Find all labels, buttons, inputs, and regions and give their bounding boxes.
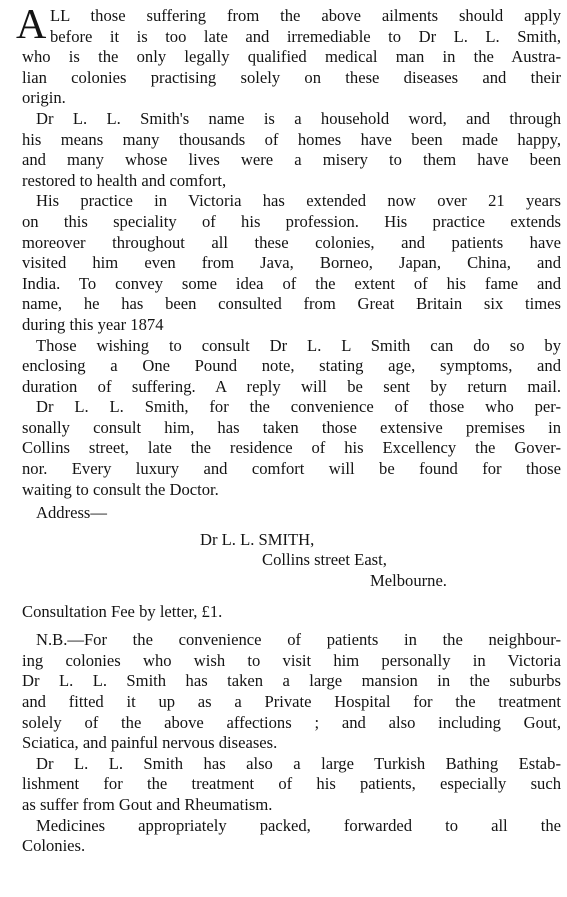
text-line: His practice in Victoria has extended now over 21 years <box>36 191 561 211</box>
address-city: Melbourne. <box>370 571 447 591</box>
text-line: lishment for the treatment of his patients, especially such <box>22 774 561 794</box>
text-line: before it is too late and irremediable to Dr L. L. Smith, <box>50 26 561 46</box>
text-line: nor. Every luxury and comfort will be found for those <box>22 459 561 479</box>
address-name: Dr L. L. SMITH, <box>200 529 315 549</box>
address-block <box>22 503 561 591</box>
text-line: his means many thousands of homes have been made happy, <box>22 129 561 149</box>
paragraph-premises <box>22 397 561 500</box>
text-line: enclosing a One Pound note, stating age, symptoms, and <box>22 356 561 376</box>
text-line: and many whose lives were a misery to them have been <box>22 150 561 170</box>
address-street: Collins street East, <box>262 550 387 570</box>
text-line: Those wishing to consult Dr L. L Smith can do so by <box>36 335 561 355</box>
text-line: Dr L. L. Smith has also a large Turkish Bathing Estab- <box>36 753 561 773</box>
paragraph-intro-continued <box>22 47 561 109</box>
paragraph-turkish-bath <box>22 754 561 816</box>
drop-cap: A <box>16 2 47 48</box>
text-line: solely of the above affections ; and also including Gout, <box>22 712 561 732</box>
text-line: waiting to consult the Doctor. <box>22 479 219 499</box>
text-line: ing colonies who wish to visit him personally in Victoria <box>22 650 561 670</box>
text-line: Sciatica, and painful nervous diseases. <box>22 733 278 753</box>
text-line: on this speciality of his profession. His practice extends <box>22 211 561 231</box>
text-line: N.B.—For the convenience of patients in the neighbour- <box>36 630 561 650</box>
address-heading: Address— <box>36 503 107 523</box>
text-line: sonally consult him, has taken those extensive premises in <box>22 417 561 437</box>
text-line: who is the only legally qualified medical man in the Austra- <box>22 47 561 67</box>
text-line: moreover throughout all these colonies, and patients have <box>22 232 561 252</box>
text-line: Medicines appropriately packed, forwarded to all the <box>36 815 561 835</box>
paragraph-intro <box>16 2 561 48</box>
text-line: Dr L. L. Smith, for the convenience of those who per- <box>36 397 561 417</box>
text-line: duration of suffering. A reply will be sent by return mail. <box>22 376 561 396</box>
text-line: as suffer from Gout and Rheumatism. <box>22 794 273 814</box>
text-line: lian colonies practising solely on these diseases and their <box>22 67 561 87</box>
paragraph-consult-by-letter <box>22 336 561 398</box>
text-line: Dr L. L. Smith has taken a large mansion in the suburbs <box>22 671 561 691</box>
text-line: name, he has been consulted from Great Britain six times <box>22 294 561 314</box>
text-line: LL those suffering from the above ailments should apply <box>50 6 561 25</box>
text-line: during this year 1874 <box>22 314 164 334</box>
text-line: visited him even from Java, Borneo, Japan, China, and <box>22 253 561 273</box>
text-line: Colonies. <box>22 836 86 856</box>
text-line: restored to health and comfort, <box>22 170 227 190</box>
text-line: origin. <box>22 88 66 108</box>
paragraph-medicines <box>22 816 561 857</box>
text-line: and fitted it up as a Private Hospital for the treatment <box>22 692 561 711</box>
text-line: Consultation Fee by letter, £1. <box>22 601 223 621</box>
text-line: India. To convey some idea of the extent of his fame and <box>22 273 561 293</box>
paragraph-nota-bene <box>22 630 561 754</box>
consultation-fee <box>22 602 561 623</box>
text-line: Dr L. L. Smith's name is a household word, and through <box>36 108 561 128</box>
text-line: Collins street, late the residence of his Excellency the Gover- <box>22 438 561 458</box>
paragraph-household-word <box>22 109 561 191</box>
paragraph-practice <box>22 191 561 335</box>
